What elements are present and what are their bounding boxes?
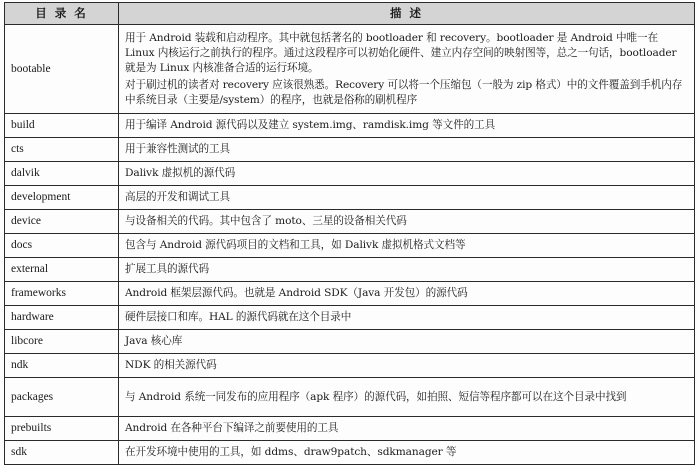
directory-name: dalvik	[5, 162, 119, 186]
directory-description: 硬件层接口和库。HAL 的源代码就在这个目录中	[119, 306, 695, 330]
directory-description: 包含与 Android 源代码项目的文档和工具，如 Dalivk 虚拟机格式文档等	[119, 234, 695, 258]
directory-description	[119, 25, 695, 114]
directory-name: ndk	[5, 354, 119, 378]
directory-name: docs	[5, 234, 119, 258]
table-row	[5, 234, 695, 258]
directory-description: Java 核心库	[119, 330, 695, 354]
directory-description: 扩展工具的源代码	[119, 258, 695, 282]
table-row	[5, 282, 695, 306]
description-paragraph: 对于刷过机的读者对 recovery 应该很熟悉。Recovery 可以将一个压缩包（一般为 zip 格式）中的文件覆盖到手机内存中系统目录（主要是/system）的程序，也就是俗称的刷机程序	[125, 78, 683, 106]
table-row	[5, 417, 695, 441]
table-row	[5, 162, 695, 186]
directory-description: 用于编译 Android 源代码以及建立 system.img、ramdisk.img 等文件的工具	[119, 114, 695, 138]
header-directory-name: 目 录 名	[5, 3, 119, 25]
directory-name: device	[5, 210, 119, 234]
table-row	[5, 210, 695, 234]
directory-name: cts	[5, 138, 119, 162]
table-row	[5, 186, 695, 210]
table-row	[5, 306, 695, 330]
table-row	[5, 378, 695, 417]
source-directory-table	[4, 2, 695, 465]
directory-name: libcore	[5, 330, 119, 354]
description-paragraph: 用于 Android 装载和启动程序。其中就包括著名的 bootloader 和 recovery。bootloader 是 Android 中唯一在 Linux 内核运行之前执行的程序。通过这段程序可以初始化硬件、建立内存空间的映射图等，总之一句话，bootloader 就是为 Linux 内核准备合适的运行环境。	[125, 31, 677, 74]
directory-name: packages	[5, 378, 119, 417]
directory-description: Android 在各种平台下编译之前要使用的工具	[119, 417, 695, 441]
directory-description: 高层的开发和调试工具	[119, 186, 695, 210]
directory-name: external	[5, 258, 119, 282]
directory-name: prebuilts	[5, 417, 119, 441]
table-row	[5, 114, 695, 138]
table-row	[5, 354, 695, 378]
table-header-row	[5, 3, 695, 25]
directory-description: 与 Android 系统一同发布的应用程序（apk 程序）的源代码，如拍照、短信等程序都可以在这个目录中找到	[119, 378, 695, 417]
directory-name: development	[5, 186, 119, 210]
table-row	[5, 258, 695, 282]
directory-description: Dalivk 虚拟机的源代码	[119, 162, 695, 186]
directory-name: build	[5, 114, 119, 138]
directory-description: 与设备相关的代码。其中包含了 moto、三星的设备相关代码	[119, 210, 695, 234]
table-row	[5, 330, 695, 354]
directory-name: frameworks	[5, 282, 119, 306]
directory-name: bootable	[5, 25, 119, 114]
directory-name: hardware	[5, 306, 119, 330]
directory-description: NDK 的相关源代码	[119, 354, 695, 378]
table-row	[5, 25, 695, 114]
directory-description: 在开发环境中使用的工具，如 ddms、draw9patch、sdkmanager 等	[119, 441, 695, 465]
directory-description: Android 框架层源代码。也就是 Android SDK（Java 开发包）的源代码	[119, 282, 695, 306]
table-row	[5, 138, 695, 162]
directory-name: sdk	[5, 441, 119, 465]
directory-description: 用于兼容性测试的工具	[119, 138, 695, 162]
header-description: 描 述	[119, 3, 695, 25]
